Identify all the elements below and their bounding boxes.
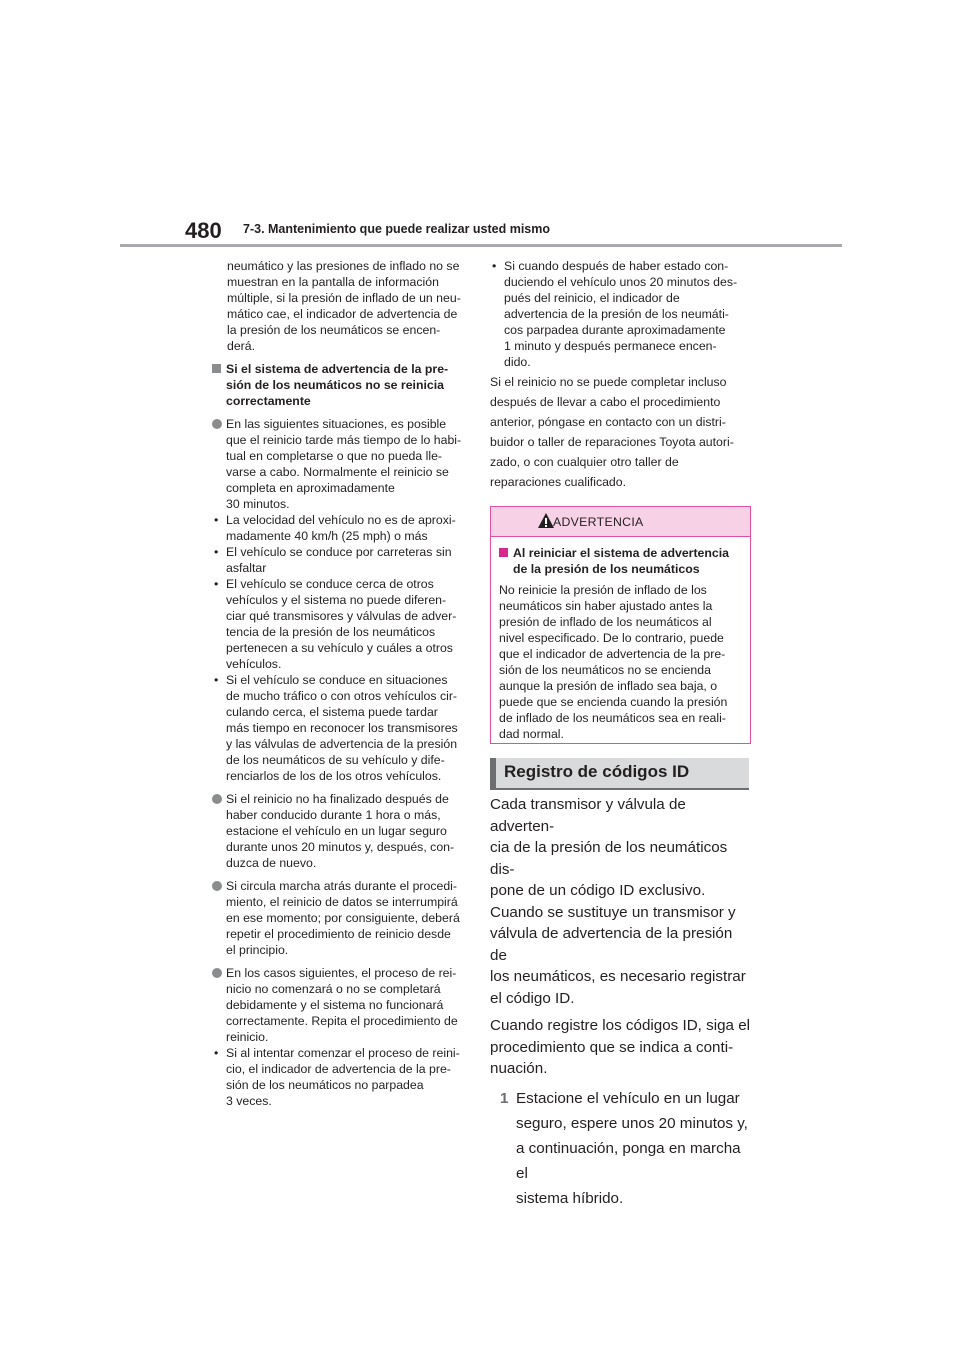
paragraph	[490, 1015, 752, 1080]
warning-text	[499, 582, 742, 742]
text-line: completa en aproximadamente	[226, 481, 395, 495]
text-line: tual en completarse o que no pueda lle-	[226, 449, 443, 463]
text-line: el código ID.	[490, 989, 575, 1007]
text-line: nivel especificado. De lo contrario, puede	[499, 631, 724, 645]
text-line: cia de la presión de los neumáticos dis-	[490, 839, 728, 878]
text-line: culando cerca, el sistema puede tardar	[226, 705, 438, 719]
page-header	[0, 210, 960, 250]
text-line: sistema híbrido.	[516, 1189, 624, 1207]
text-line: en ese momento; por consiguiente, deberá	[226, 911, 460, 925]
bullet-item	[212, 791, 470, 871]
text-line: varse a cabo. Normalmente el reinicio se	[226, 465, 449, 479]
text-line: repetir el procedimiento de reinicio desde	[226, 927, 451, 941]
text-line: 3 veces.	[226, 1094, 272, 1108]
section-heading	[212, 361, 470, 409]
text-line: a continuación, ponga en marcha el	[516, 1139, 741, 1182]
text-line: El vehículo se conduce por carreteras sin	[226, 545, 452, 559]
text-line: duciendo el vehículo unos 20 minutos des-	[504, 275, 738, 289]
text-line: vehículos.	[226, 657, 282, 671]
circle-bullet-icon	[212, 968, 222, 978]
text-line: buidor o taller de reparaciones Toyota autori-	[490, 435, 734, 449]
text-line: nicio no comenzará o no se completará	[226, 982, 441, 996]
text-line: La velocidad del vehículo no es de aproxi-	[226, 513, 456, 527]
text-line: El vehículo se conduce cerca de otros	[226, 577, 434, 591]
bullet-item	[212, 965, 470, 1045]
text-line: anterior, póngase en contacto con un distri-	[490, 415, 726, 429]
text-line: estacione el vehículo en un lugar seguro	[226, 824, 447, 838]
text-line: sión de los neumáticos no se reinicia	[226, 378, 444, 392]
text-line: No reinicie la presión de inflado de los	[499, 583, 707, 597]
warning-label: ADVERTENCIA	[553, 515, 644, 529]
text-line: reparaciones cualificado.	[490, 475, 627, 489]
text-line: de inflado de los neumáticos sea en reali-	[499, 711, 726, 725]
text-line: Si circula marcha atrás durante el procedi-	[226, 879, 458, 893]
right-column	[490, 258, 752, 492]
circle-bullet-icon	[212, 794, 222, 804]
text-line: Si cuando después de haber estado con-	[504, 259, 729, 273]
text-line: En las siguientes situaciones, es posible	[226, 417, 447, 431]
text-line: asfaltar	[226, 561, 267, 575]
text-line: Si el sistema de advertencia de la pre-	[226, 362, 449, 376]
text-line: de los neumáticos de su vehículo y dife-	[226, 753, 445, 767]
page-number: 480	[185, 218, 222, 243]
text-line: que el reinicio tarde más tiempo de lo habi-	[226, 433, 462, 447]
square-bullet-icon	[212, 364, 221, 373]
text-line: duzca de nuevo.	[226, 856, 317, 870]
text-line: puede que se encienda cuando la presión	[499, 695, 728, 709]
step-number: 1	[500, 1089, 509, 1107]
text-line: válvula de advertencia de la presión de	[490, 925, 733, 964]
section-title-bar	[490, 758, 749, 788]
contact-paragraph	[490, 372, 752, 492]
header-rule	[120, 244, 842, 247]
id-registration-text	[490, 794, 752, 1211]
text-line: y las válvulas de advertencia de la presión	[226, 737, 458, 751]
text-line: procedimiento que se indica a conti-	[490, 1038, 734, 1056]
dash-item: • El vehículo se conduce por carreteras sin asfaltar	[212, 544, 470, 576]
text-line: Si al intentar comenzar el proceso de reini-	[226, 1046, 460, 1060]
text-line: sión de los neumáticos no parpadea	[226, 1078, 424, 1092]
text-line: Cuando se sustituye un transmisor y	[490, 903, 736, 921]
text-line: derá.	[227, 339, 256, 353]
text-line: mático cae, el indicador de advertencia de	[227, 307, 458, 321]
circle-bullet-icon	[212, 419, 222, 429]
step-item	[490, 1086, 752, 1211]
text-line: de la presión de los neumáticos	[513, 562, 700, 576]
warning-box	[490, 506, 751, 744]
text-line: dad normal.	[499, 727, 564, 741]
text-line: debidamente y el sistema no funcionará	[226, 998, 444, 1012]
text-line: presión de inflado de los neumáticos al	[499, 615, 712, 629]
text-line: de mucho tráfico o con otros vehículos cir-	[226, 689, 458, 703]
bullet-item	[212, 878, 470, 958]
text-line: pertenecen a su vehículo y cuáles a otros	[226, 641, 453, 655]
text-line: cos parpadea durante aproximadamente	[504, 323, 726, 337]
warning-header	[491, 507, 750, 537]
circle-bullet-icon	[212, 881, 222, 891]
text-line: neumático y las presiones de inflado no se	[227, 259, 460, 273]
warning-heading	[499, 545, 742, 577]
text-line: seguro, espere unos 20 minutos y,	[516, 1114, 748, 1132]
text-line: después de llevar a cabo el procedimiento	[490, 395, 721, 409]
text-line: muestran en la pantalla de información	[227, 275, 439, 289]
text-line: el principio.	[226, 943, 289, 957]
text-line: haber conducido durante 1 hora o más,	[226, 808, 441, 822]
text-line: pués del reinicio, el indicador de	[504, 291, 680, 305]
text-line: los neumáticos, es necesario registrar	[490, 968, 746, 985]
text-line: Estacione el vehículo en un lugar	[516, 1089, 740, 1107]
dash-item: • El vehículo se conduce cerca de otros vehículos y el sistema no puede diferen- ciar qué transmisores y válvulas de adver- tencia de la presión de los neumáticos pertenecen a su vehículo y cuáles a otros vehículos.	[212, 576, 470, 672]
text-line: madamente 40 km/h (25 mph) o más	[226, 529, 428, 543]
square-bullet-icon	[499, 548, 508, 557]
left-column	[212, 258, 470, 1109]
text-line: Si el reinicio no se puede completar incluso	[490, 375, 727, 389]
text-line: vehículos y el sistema no puede diferen-	[226, 593, 447, 607]
text-line: Cuando registre los códigos ID, siga el	[490, 1017, 751, 1034]
dash-item: • Si al intentar comenzar el proceso de reini- cio, el indicador de advertencia de la pre- sión de los neumáticos no parpadea 3 veces.	[212, 1045, 470, 1109]
chapter-title: 7-3. Mantenimiento que puede realizar usted mismo	[243, 222, 551, 236]
intro-paragraph	[212, 258, 470, 354]
text-line: Cada transmisor y válvula de adverten-	[490, 796, 686, 835]
text-line: En los casos siguientes, el proceso de rei-	[226, 966, 457, 980]
text-line: correctamente	[226, 394, 311, 408]
text-line: Al reiniciar el sistema de advertencia	[513, 546, 729, 560]
text-line: múltiple, si la presión de inflado de un neu-	[227, 291, 461, 305]
bullet-item	[212, 416, 470, 512]
warning-body	[491, 537, 750, 742]
section-title: Registro de códigos ID	[504, 762, 690, 781]
text-line: ciar qué transmisores y válvulas de adver-	[226, 609, 457, 623]
text-line: más tiempo en reconocer los transmisores	[226, 721, 458, 735]
text-line: 30 minutos.	[226, 497, 290, 511]
text-line: Si el vehículo se conduce en situaciones	[226, 673, 448, 687]
text-line: advertencia de la presión de los neumáti-	[504, 307, 729, 321]
text-line: zado, o con cualquier otro taller de	[490, 455, 679, 469]
text-line: correctamente. Repita el procedimiento de	[226, 1014, 458, 1028]
text-line: pone de un código ID exclusivo.	[490, 882, 706, 899]
text-line: 1 minuto y después permanece encen-	[504, 339, 717, 353]
dash-item: • Si cuando después de haber estado con- duciendo el vehículo unos 20 minutos des- pués del reinicio, el indicador de advertencia de la presión de los neumáti- cos parpadea durante aproximadamente 1 minuto y después permanece encen- dido.	[490, 258, 752, 370]
section-rule	[490, 788, 749, 790]
text-line: durante unos 20 minutos y, después, con-	[226, 840, 455, 854]
text-line: reinicio.	[226, 1030, 269, 1044]
text-line: que el indicador de advertencia de la pre-	[499, 647, 726, 661]
text-line: aunque la presión de inflado sea baja, o	[499, 679, 718, 693]
paragraph	[490, 794, 752, 1009]
text-line: miento, el reinicio de datos se interrumpirá	[226, 895, 458, 909]
text-line: cio, el indicador de advertencia de la pre-	[226, 1062, 451, 1076]
text-line: neumáticos sin haber ajustado antes la	[499, 599, 713, 613]
text-line: Si el reinicio no ha finalizado después de	[226, 792, 449, 806]
text-line: sión de los neumáticos no se encienda	[499, 663, 711, 677]
text-line: dido.	[504, 355, 531, 369]
text-line: tencia de la presión de los neumáticos	[226, 625, 436, 639]
text-line: nuación.	[490, 1060, 548, 1077]
text-line: la presión de los neumáticos se encen-	[227, 323, 441, 337]
section-accent	[490, 758, 496, 788]
text-line: renciarlos de los de los otros vehículos.	[226, 769, 442, 783]
dash-item: • Si el vehículo se conduce en situaciones de mucho tráfico o con otros vehículos cir- culando cerca, el sistema puede tardar más tiempo en reconocer los transmisores y las válvulas de advertencia de la presión de los neumáticos de su vehículo y dife- renciarlos de los de los otros vehículos.	[212, 672, 470, 784]
dash-item: • La velocidad del vehículo no es de aproxi- madamente 40 km/h (25 mph) o más	[212, 512, 470, 544]
